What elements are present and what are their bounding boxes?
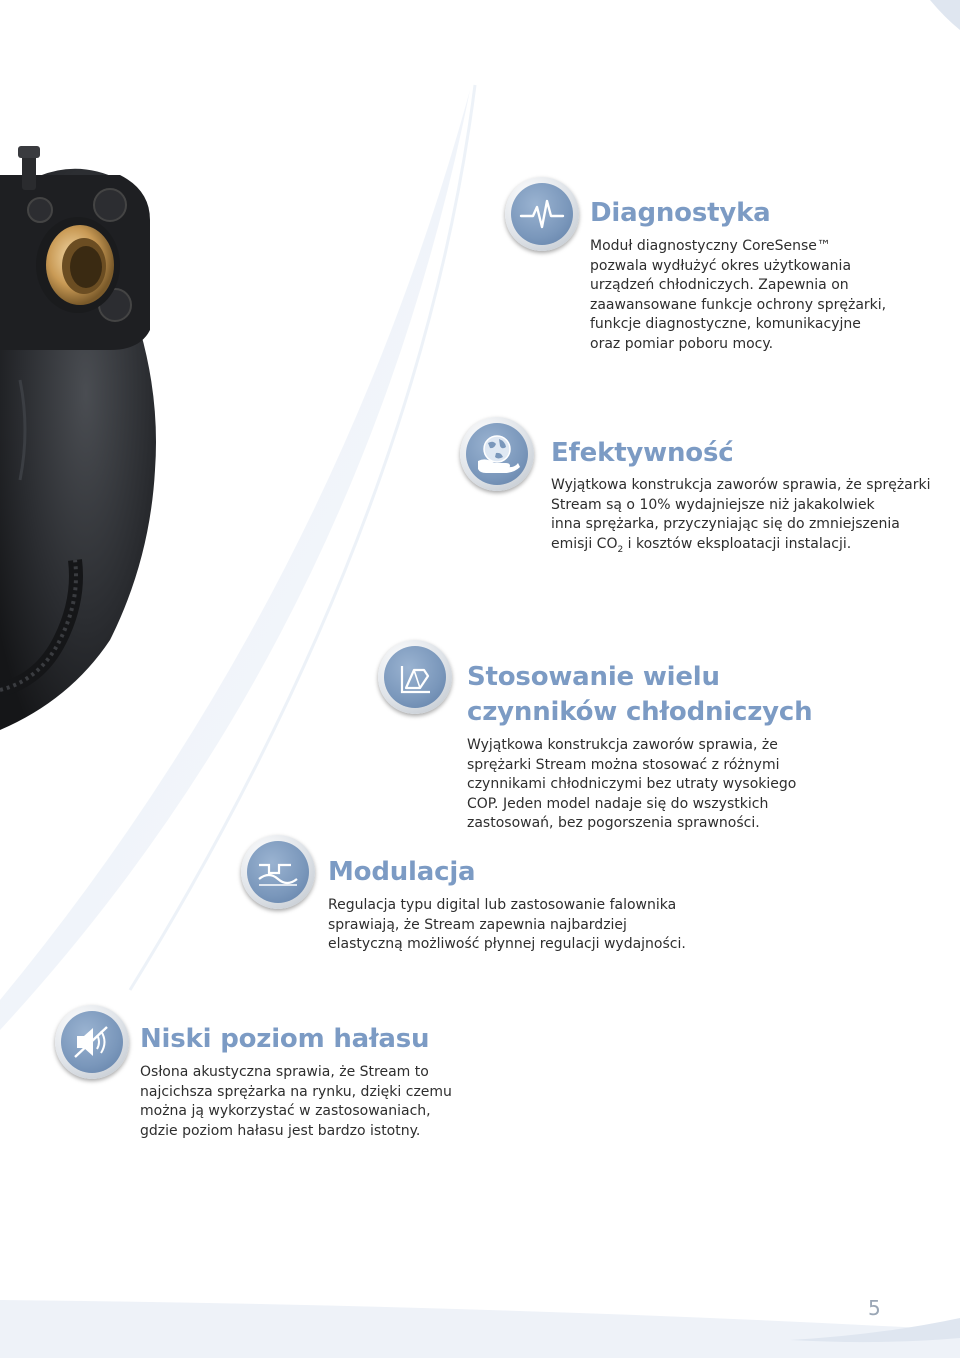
compressor-illustration (0, 146, 156, 730)
diagnostyka-icon-badge (505, 177, 579, 251)
section-modulacja (328, 855, 728, 955)
section-halas (140, 1022, 460, 1141)
czynniki-line: czynnikami chłodniczymi bez utraty wysokiego (467, 776, 797, 793)
halas-line: można ją wykorzystać w zastosowaniach, (140, 1103, 431, 1120)
czynniki-icon-badge (378, 640, 452, 714)
modulacja-line: Regulacja typu digital lub zastosowanie falownika (328, 897, 677, 913)
modulacja-icon-badge (241, 835, 315, 909)
czynniki-line: sprężarki Stream można stosować z różnymi (467, 756, 780, 773)
diagnostyka-line: pozwala wydłużyć okres użytkowania (590, 257, 852, 274)
diagnostyka-title: Diagnostyka (590, 198, 771, 228)
corner-swoosh-top (930, 0, 960, 30)
section-efektywnosc (551, 436, 931, 554)
efektywnosc-title: Efektywność (551, 438, 734, 468)
globe-hand-icon (466, 423, 528, 485)
section-czynniki (467, 660, 827, 834)
efektywnosc-line-last (551, 535, 931, 555)
efektywnosc-line: inna sprężarka, przyczyniając się do zmniejszenia (551, 516, 900, 533)
diagnostyka-line: Moduł diagnostyczny CoreSense™ (590, 238, 831, 254)
efektywnosc-line: Stream są o 10% wydajniejsze niż jakakolwiek (551, 496, 875, 513)
muted-speaker-icon (61, 1011, 123, 1073)
efektywnosc-icon-badge (460, 417, 534, 491)
modulation-wave-icon (247, 841, 309, 903)
page-number: 5 (868, 1296, 881, 1320)
czynniki-line: Wyjątkowa konstrukcja zaworów sprawia, że (467, 737, 778, 753)
diagnostyka-line: funkcje diagnostyczne, komunikacyjne (590, 316, 861, 333)
czynniki-line: zastosowań, bez pogorszenia sprawności. (467, 815, 760, 832)
diagnostyka-line: urządzeń chłodniczych. Zapewnia on (590, 277, 849, 294)
czynniki-line: COP. Jeden model nadaje się do wszystkich (467, 795, 769, 812)
czynniki-title-line1: Stosowanie wielu (467, 662, 720, 692)
refrigerant-icon (384, 646, 446, 708)
halas-line: najcichsza sprężarka na rynku, dzięki czemu (140, 1083, 452, 1100)
co2-subscript: 2 (617, 544, 624, 555)
efektywnosc-line-suffix: i kosztów eksploatacji instalacji. (623, 535, 852, 552)
halas-icon-badge (55, 1005, 129, 1079)
diagnostyka-line: oraz pomiar poboru mocy. (590, 335, 774, 352)
czynniki-title-line2: czynników chłodniczych (467, 697, 813, 727)
section-diagnostyka (590, 196, 920, 355)
bottom-swoosh (0, 1300, 960, 1358)
efektywnosc-line-prefix: emisji CO (551, 535, 618, 552)
modulacja-line: elastyczną możliwość płynnej regulacji wydajności. (328, 936, 686, 953)
halas-title: Niski poziom hałasu (140, 1024, 430, 1054)
heartbeat-icon (511, 183, 573, 245)
halas-line: Osłona akustyczna sprawia, że Stream to (140, 1064, 429, 1080)
efektywnosc-line: Wyjątkowa konstrukcja zaworów sprawia, że sprężarki (551, 477, 931, 493)
modulacja-title: Modulacja (328, 857, 476, 887)
halas-line: gdzie poziom hałasu jest bardzo istotny. (140, 1122, 421, 1139)
modulacja-line: sprawiają, że Stream zapewnia najbardziej (328, 916, 627, 933)
diagnostyka-line: zaawansowane funkcje ochrony sprężarki, (590, 296, 887, 313)
